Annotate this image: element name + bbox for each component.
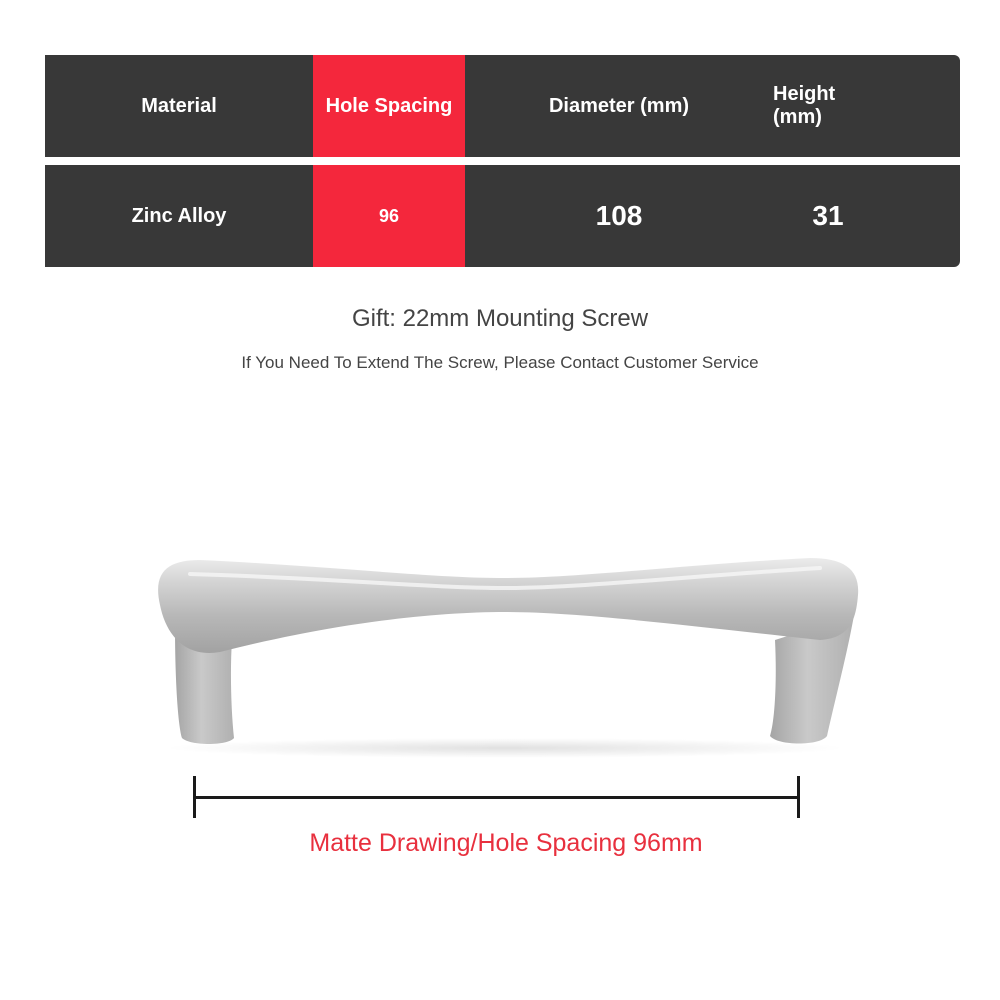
spacing-caption: Matte Drawing/Hole Spacing 96mm xyxy=(309,829,703,857)
table-value-row xyxy=(45,165,960,267)
spec-table xyxy=(45,55,960,267)
header-hole-spacing: Hole Spacing xyxy=(313,55,465,157)
table-header-row xyxy=(45,55,960,157)
handle-product-image xyxy=(130,540,880,760)
dimension-tick-right xyxy=(797,776,800,818)
header-height: Height (mm) xyxy=(773,83,836,128)
value-height: 31 xyxy=(812,200,844,231)
handle-shadow xyxy=(165,738,845,758)
value-material: Zinc Alloy xyxy=(131,204,227,227)
gift-note: If You Need To Extend The Screw, Please Contact Customer Service xyxy=(241,353,759,372)
dimension-bar xyxy=(193,796,800,799)
value-diameter: 108 xyxy=(595,200,643,231)
gift-title: Gift: 22mm Mounting Screw xyxy=(351,305,649,332)
value-hole-spacing: 96 xyxy=(313,165,465,267)
header-material: Material xyxy=(141,94,217,117)
header-diameter: Diameter (mm) xyxy=(548,94,690,117)
dimension-line xyxy=(193,776,800,818)
